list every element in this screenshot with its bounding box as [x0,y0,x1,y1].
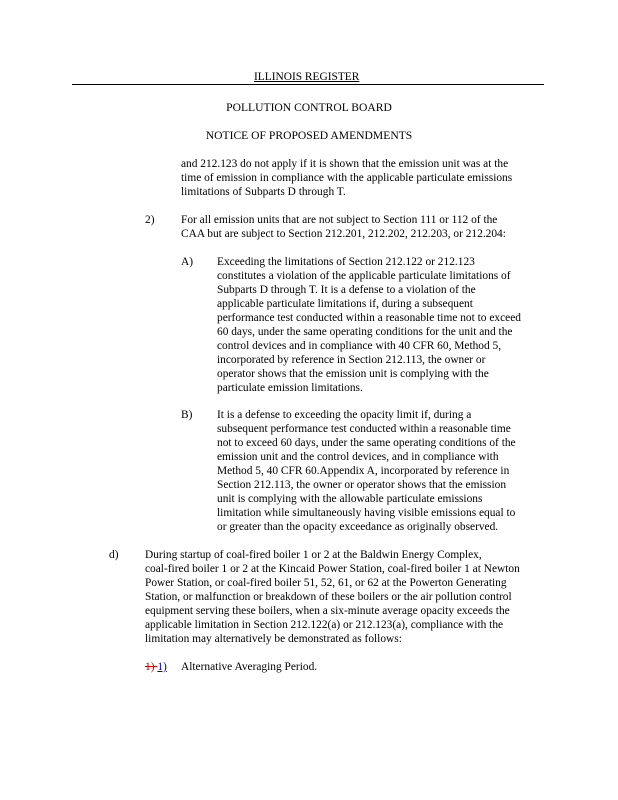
continuation-paragraph [181,157,533,199]
text-line: emission unit and the control devices, and in compliance with [217,451,499,463]
item-2-label: 2) [145,214,155,226]
deleted-label: 1) [145,661,158,673]
text-line: and 212.123 do not apply if it is shown that the emission unit was at the [181,158,509,170]
text-line: constitutes a violation of the applicable particulate limitations of [217,270,511,282]
text-line: CAA but are subject to Section 212.201, 212.202, 212.203, or 212.204: [181,228,506,240]
text-line: or greater than the opacity exceedance as originally observed. [217,521,499,533]
item-b-label: B) [181,409,193,421]
item-b-paragraph [217,408,533,534]
item-a-label: A) [181,256,194,268]
text-line: not to exceed 60 days, under the same operating conditions of the [217,437,516,449]
text-line: limitation while simultaneously having visible emissions equal to [217,507,516,519]
text-line: Subparts D through T. It is a defense to a violation of the [217,284,476,296]
text-line: equipment serving these boilers, when a six-minute average opacity exceeds the [145,605,510,617]
text-line: Station, or malfunction or breakdown of these boilers or the air pollution control [145,591,512,603]
text-line: operator shows that the emission unit is complying with the [217,368,489,380]
text-line: applicable limitation in Section 212.122(a) or 212.123(a), compliance with the [145,619,504,631]
text-line: particulate emission limitations. [217,382,363,394]
text-line: time of emission in compliance with the applicable particulate emissions [181,172,513,184]
notice-title: NOTICE OF PROPOSED AMENDMENTS [205,129,413,142]
text-line: Exceeding the limitations of Section 212.122 or 212.123 [217,256,475,268]
text-line: incorporated by reference in Section 212.113, the owner or [217,354,486,366]
text-line: control devices and in compliance with 40 CFR 60, Method 5, [217,340,502,352]
item-2-paragraph [181,213,533,241]
text-line: subsequent performance test conducted within a reasonable time [217,423,511,435]
header-rule [72,84,544,85]
text-line: limitation may alternatively be demonstrated as follows: [145,633,402,645]
text-line: It is a defense to exceeding the opacity limit if, during a [217,409,472,421]
inserted-label: 1) [157,661,167,673]
text-line: applicable particulate limitations if, during a subsequent [217,298,473,310]
item-1-text: Alternative Averaging Period. [181,661,318,673]
text-line: Method 5, 40 CFR 60.Appendix A, incorporated by reference in [217,465,510,477]
text-line: 60 days, under the same operating conditions for the unit and the [217,326,513,338]
board-title: POLLUTION CONTROL BOARD [226,101,392,114]
text-line: unit is complying with the allowable particulate emissions [217,493,483,505]
item-d-paragraph [145,548,533,646]
text-line: performance test conducted within a reasonable time not to exceed [217,312,521,324]
item-a-paragraph [217,255,533,395]
text-line: Power Station, or coal-fired boiler 51, 52, 61, or 62 at the Powerton Generating [145,577,507,589]
text-line: coal-fired boiler 1 or 2 at the Kincaid Power Station, coal-fired boiler 1 at Newton [145,563,520,575]
register-title: ILLINOIS REGISTER [254,71,360,83]
text-line: Section 212.113, the owner or operator shows that the emission [217,479,507,491]
item-d-label: d) [109,549,119,561]
text-line: For all emission units that are not subject to Section 111 or 112 of the [181,214,498,226]
text-line: During startup of coal-fired boiler 1 or 2 at the Baldwin Energy Complex, [145,549,482,561]
text-line: limitations of Subparts D through T. [181,186,346,198]
item-1-labels [145,660,167,674]
